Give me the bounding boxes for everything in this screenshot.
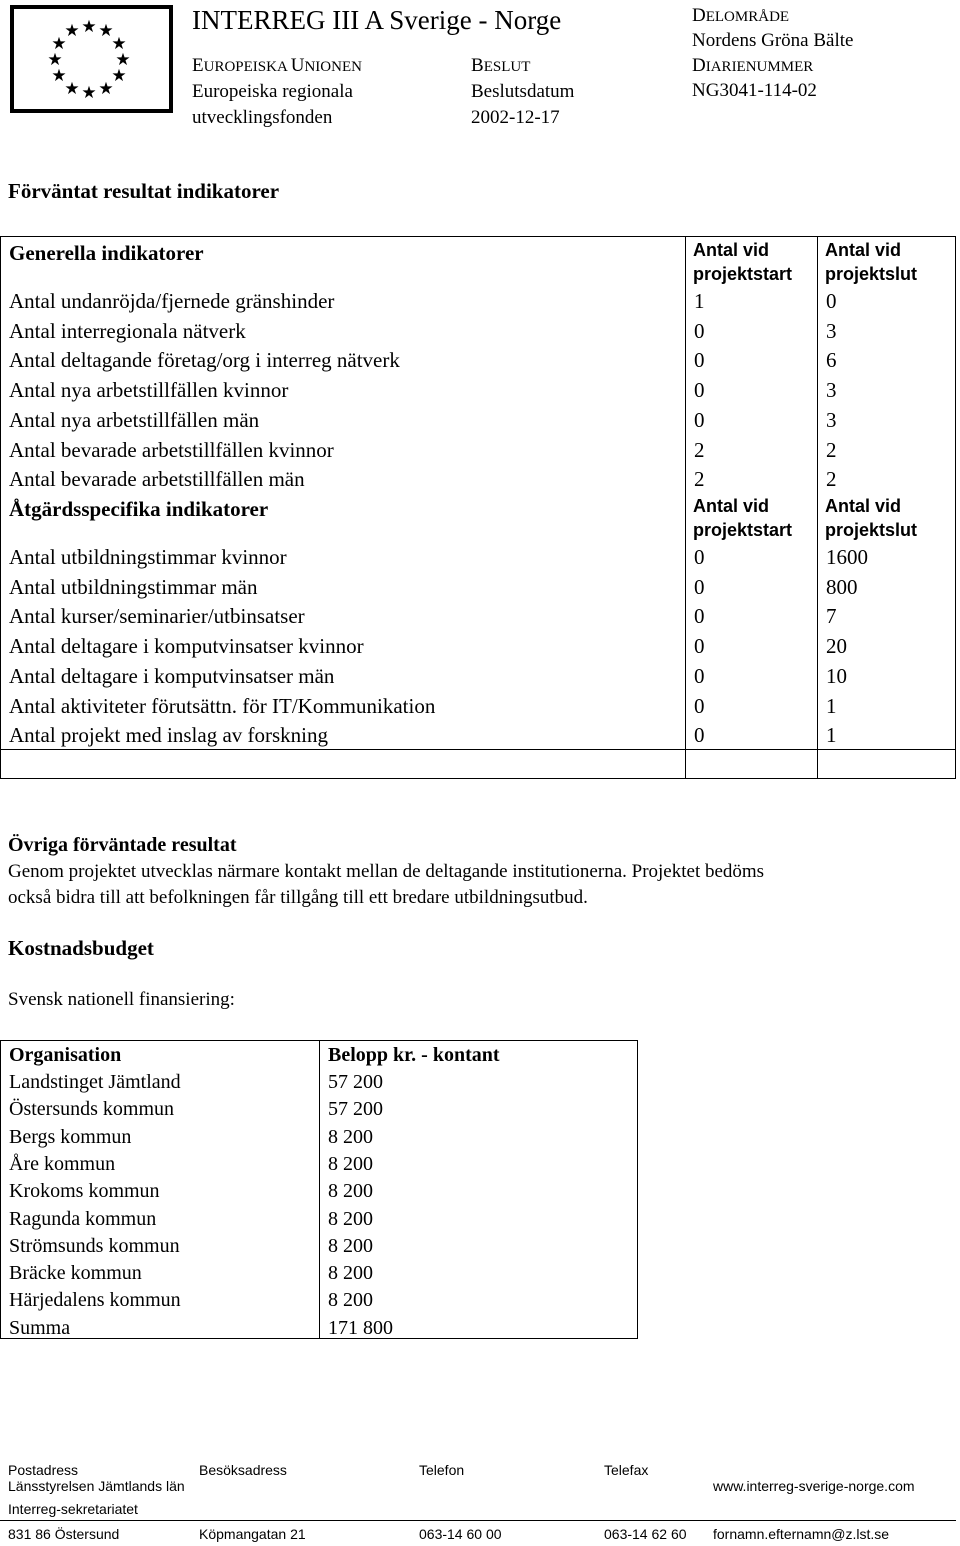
fund-label: EUROPEISKA UNIONEN (192, 55, 362, 76)
organisation-name: Summa (9, 1316, 71, 1339)
amount-value: 171 800 (328, 1316, 393, 1339)
budget-row (1, 1178, 637, 1205)
svg-text:★: ★ (111, 34, 127, 54)
amount-value: 57 200 (328, 1071, 383, 1093)
svg-text:★: ★ (51, 34, 67, 54)
value-at-end: 20 (826, 634, 847, 659)
value-at-start: 0 (694, 318, 705, 343)
indicator-label: Antal deltagande företag/org i interreg nätverk (9, 348, 400, 373)
svg-text:★: ★ (81, 83, 97, 103)
other-results-line2: också bidra till att befolkningen får tillgång till ett bredare utbildningsutbud. (8, 887, 588, 908)
svg-text:★: ★ (47, 50, 63, 70)
amount-value: 8 200 (328, 1180, 373, 1203)
eu-stars-icon (14, 9, 169, 109)
organisation-name: Åre kommun (9, 1152, 116, 1175)
indicator-row (1, 464, 955, 494)
svg-text:★: ★ (51, 66, 67, 86)
svg-text:★: ★ (98, 21, 114, 41)
area-label: DELOMRÅDE (692, 5, 790, 26)
value-at-end: 7 (826, 604, 837, 629)
indicator-label: Antal nya arbetstillfällen kvinnor (9, 378, 289, 403)
indicators-heading: Förväntat resultat indikatorer (8, 179, 280, 203)
amount-value: 57 200 (328, 1098, 383, 1121)
footer-postal-address: 831 86 Östersund (8, 1526, 120, 1542)
organisation-name: Ragunda kommun (9, 1207, 157, 1230)
indicator-row (1, 601, 955, 631)
area-name: Nordens Gröna Bälte (692, 30, 854, 51)
other-results-heading: Övriga förväntade resultat (8, 834, 237, 856)
value-at-start: 0 (694, 574, 705, 599)
value-at-start: 0 (694, 545, 705, 569)
col-end-header: Antal vid projektslut (825, 496, 918, 540)
col-organisation: Organisation (9, 1044, 122, 1066)
value-at-end: 6 (826, 348, 837, 373)
value-at-start: 1 (694, 289, 705, 313)
budget-row (1, 1069, 637, 1096)
value-at-end: 1 (826, 723, 837, 748)
budget-subheading: Svensk nationell finansiering: (8, 989, 235, 1010)
value-at-start: 0 (694, 663, 705, 688)
indicator-row (1, 435, 955, 465)
value-at-start: 0 (694, 348, 705, 373)
indicator-label: Antal deltagare i komputvinsatser kvinnor (9, 634, 364, 659)
general-indicators-title: Generella indikatorer (9, 241, 204, 265)
footer-email-link[interactable]: fornamn.efternamn@z.lst.se (713, 1526, 890, 1542)
col-start-header: Antal vid projektstart (693, 240, 793, 284)
footer-org-line1: Länsstyrelsen Jämtlands län (8, 1478, 185, 1494)
organisation-name: Landstinget Jämtland (9, 1071, 181, 1093)
indicator-row (1, 720, 955, 750)
footer-postal-label: Postadress (8, 1462, 79, 1478)
indicator-row (1, 572, 955, 602)
value-at-end: 3 (826, 378, 837, 403)
budget-row (1, 1287, 637, 1314)
svg-text:★: ★ (64, 79, 80, 99)
indicator-label: Antal utbildningstimmar kvinnor (9, 545, 287, 569)
budget-row (1, 1096, 637, 1123)
budget-header-row (1, 1042, 637, 1069)
specific-header-row (1, 494, 955, 544)
indicator-label: Antal bevarade arbetstillfällen män (9, 467, 305, 492)
budget-table (0, 1040, 638, 1339)
indicator-row (1, 286, 955, 316)
budget-row (1, 1206, 637, 1233)
budget-heading: Kostnadsbudget (8, 936, 154, 960)
organisation-name: Krokoms kommun (9, 1180, 160, 1203)
amount-value: 8 200 (328, 1289, 373, 1312)
value-at-start: 0 (694, 604, 705, 629)
value-at-start: 0 (694, 378, 705, 403)
svg-text:★: ★ (98, 79, 114, 99)
svg-text:★: ★ (115, 50, 131, 70)
organisation-name: Härjedalens kommun (9, 1289, 181, 1312)
value-at-start: 2 (694, 437, 705, 462)
indicator-label: Antal nya arbetstillfällen män (9, 407, 260, 432)
program-title: INTERREG III A Sverige - Norge (192, 5, 562, 35)
specific-indicators-title: Åtgärdsspecifika indikatorer (9, 497, 269, 521)
decision-date-label: Beslutsdatum (471, 81, 575, 102)
budget-row (1, 1260, 637, 1287)
value-at-end: 2 (826, 467, 837, 492)
indicator-label: Antal kurser/seminarier/utbinsatser (9, 604, 305, 629)
value-at-start: 0 (694, 634, 705, 659)
decision-date: 2002-12-17 (471, 107, 560, 128)
value-at-end: 800 (826, 574, 858, 599)
indicator-label: Antal undanröjda/fjernede gränshinder (9, 289, 335, 313)
budget-row (1, 1315, 637, 1342)
budget-row (1, 1151, 637, 1178)
diary-label: DIARIENUMMER (692, 55, 814, 76)
indicator-label: Antal interregionala nätverk (9, 318, 246, 343)
value-at-end: 0 (826, 289, 837, 313)
organisation-name: Bergs kommun (9, 1125, 132, 1148)
footer-visit-label: Besöksadress (199, 1462, 287, 1478)
value-at-end: 1600 (826, 545, 868, 569)
footer-website-link[interactable]: www.interreg-sverige-norge.com (713, 1478, 915, 1494)
footer-phone: 063-14 60 00 (419, 1526, 502, 1542)
other-results-line1: Genom projektet utvecklas närmare kontakt mellan de deltagande institutionerna. Projektet bedöms (8, 861, 765, 882)
fund-name-line1: Europeiska regionala (192, 81, 353, 102)
footer-fax-label: Telefax (604, 1462, 649, 1478)
eu-flag-logo (10, 5, 173, 113)
value-at-end: 2 (826, 437, 837, 462)
svg-text:★: ★ (64, 21, 80, 41)
indicator-row (1, 375, 955, 405)
indicator-row (1, 631, 955, 661)
indicator-row (1, 661, 955, 691)
value-at-end: 1 (826, 693, 837, 718)
amount-value: 8 200 (328, 1152, 373, 1175)
svg-text:★: ★ (81, 17, 97, 37)
col-start-header: Antal vid projektstart (693, 496, 793, 540)
organisation-name: Östersunds kommun (9, 1098, 174, 1121)
budget-row (1, 1233, 637, 1260)
footer-divider (0, 1520, 956, 1521)
value-at-end: 3 (826, 318, 837, 343)
value-at-start: 0 (694, 723, 705, 748)
svg-text:★: ★ (111, 66, 127, 86)
footer-phone-label: Telefon (419, 1462, 465, 1478)
indicator-label: Antal utbildningstimmar män (9, 574, 258, 599)
diary-number: NG3041-114-02 (692, 80, 817, 101)
footer-org-line2: Interreg-sekretariatet (8, 1501, 138, 1517)
indicator-row (1, 316, 955, 346)
indicator-table (0, 236, 956, 779)
indicator-label: Antal deltagare i komputvinsatser män (9, 663, 335, 688)
general-header-row (1, 237, 955, 287)
organisation-name: Bräcke kommun (9, 1262, 142, 1285)
footer-fax: 063-14 62 60 (604, 1526, 687, 1542)
organisation-name: Strömsunds kommun (9, 1234, 180, 1257)
budget-row (1, 1124, 637, 1151)
col-amount: Belopp kr. - kontant (328, 1044, 500, 1066)
amount-value: 8 200 (328, 1234, 373, 1257)
value-at-start: 2 (694, 467, 705, 492)
value-at-start: 0 (694, 407, 705, 432)
indicator-row (1, 691, 955, 721)
col-end-header: Antal vid projektslut (825, 240, 918, 284)
indicator-row (1, 542, 955, 572)
amount-value: 8 200 (328, 1125, 373, 1148)
amount-value: 8 200 (328, 1207, 373, 1230)
amount-value: 8 200 (328, 1262, 373, 1285)
value-at-end: 10 (826, 663, 847, 688)
indicator-row (1, 345, 955, 375)
value-at-end: 3 (826, 407, 837, 432)
indicator-row (1, 405, 955, 435)
indicator-label: Antal projekt med inslag av forskning (9, 723, 329, 748)
footer-visit-address: Köpmangatan 21 (199, 1526, 306, 1542)
indicator-label: Antal aktiviteter förutsättn. för IT/Kommunikation (9, 693, 436, 718)
value-at-start: 0 (694, 693, 705, 718)
indicator-label: Antal bevarade arbetstillfällen kvinnor (9, 437, 334, 462)
fund-name-line2: utvecklingsfonden (192, 107, 333, 128)
decision-label: BESLUT (471, 55, 531, 76)
